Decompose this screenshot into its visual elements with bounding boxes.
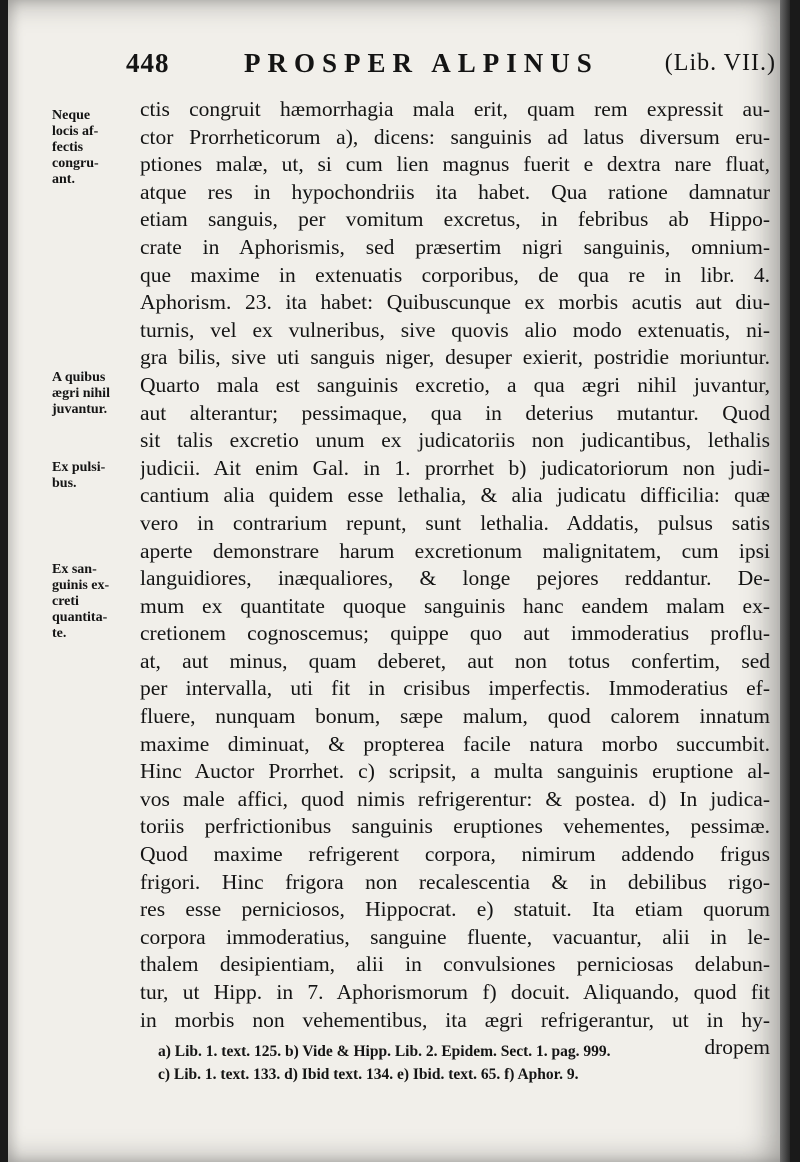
text-line: toriis perfrictionibus sanguinis eruptiones vehementes, pessimæ. — [140, 814, 770, 839]
text-line: Hinc Auctor Prorrhet. c) scripsit, a multa sanguinis eruptione al- — [140, 759, 770, 784]
text-line: aut alterantur; pessimaque, qua in deterius mutantur. Quod — [140, 400, 770, 425]
text-line: que maxime in extenuatis corporibus, de qua re in libr. 4. — [140, 262, 770, 287]
text-line: res esse perniciosos, Hippocrat. e) statuit. Ita etiam quorum — [140, 897, 770, 922]
catchword: dropem — [704, 1035, 770, 1060]
text-line: maxime diminuat, & propterea facile natura morbo succumbit. — [140, 731, 770, 756]
text-line: gra bilis, sive uti sanguis niger, desuper exierit, postridie moriuntur. — [140, 345, 770, 370]
footnote-line: a) Lib. 1. text. 125. b) Vide & Hipp. Lib. 2. Epidem. Sect. 1. pag. 999. — [158, 1043, 611, 1060]
page-number: 448 — [126, 48, 170, 78]
text-line: ctis congruit hæmorrhagia mala erit, quam rem expressit au- — [140, 97, 770, 121]
text-line: thalem desipientiam, alii in convulsiones perniciosas delabun- — [140, 952, 770, 977]
text-line: Quarto mala est sanguinis excretio, a qua ægri nihil juvantur, — [140, 372, 770, 397]
margin-note: Ex pulsi- bus. — [52, 460, 106, 491]
running-title: PROSPER ALPINUS — [244, 48, 599, 78]
text-line: in morbis non vehementibus, ita ægri refrigerantur, ut in hy- — [140, 1007, 770, 1032]
margin-note: Neque locis af- fectis congru- ant. — [52, 108, 99, 187]
text-line: ctor Prorrheticorum a), dicens: sanguinis ad latus diversum eru- — [140, 124, 770, 149]
text-line: fluere, nunquam bonum, sæpe malum, quod calorem innatum — [140, 704, 770, 729]
text-line: per intervalla, uti fit in crisibus imperfectis. Immoderatius ef- — [140, 676, 770, 701]
page-shadow-edge — [780, 0, 790, 1162]
chapter-reference: (Lib. VII.) — [664, 50, 776, 76]
text-line: crate in Aphorismis, sed præsertim nigri sanguinis, omnium- — [140, 234, 770, 259]
text-line: corpora immoderatius, sanguine fluente, vacuantur, alii in le- — [140, 924, 770, 949]
text-line: Quod maxime refrigerent corpora, nimirum addendo frigus — [140, 842, 770, 867]
text-line: etiam sanguis, per vomitum excretus, in febribus ab Hippo- — [140, 207, 770, 232]
text-line: sit talis excretio unum ex judicatoriis non judicantibus, lethalis — [140, 428, 770, 453]
text-line: cretionem cognoscemus; quippe quo aut immoderatius proflu- — [140, 621, 770, 646]
text-line: Aphorism. 23. ita habet: Quibuscunque ex morbis acutis aut diu- — [140, 290, 770, 315]
text-line: judicii. Ait enim Gal. in 1. prorrhet b) judicatoriorum non judi- — [140, 455, 770, 480]
page-header — [126, 48, 776, 88]
text-line: turnis, vel ex vulneribus, sive quovis alio modo extenuatis, ni- — [140, 317, 770, 342]
margin-note: Ex san- guinis ex- creti quantita- te. — [52, 562, 110, 641]
text-line: languidiores, inæqualiores, & longe pejores reddantur. De- — [140, 566, 770, 591]
body-text — [140, 96, 770, 1062]
text-line: frigori. Hinc frigora non recalescentia & in debilibus rigo- — [140, 869, 770, 894]
text-line: aperte demonstrare harum excretionum malignitatem, cum ipsi — [140, 538, 770, 563]
text-line: atque res in hypochondriis ita habet. Qua ratione damnatur — [140, 179, 770, 204]
text-line: vos male affici, quod nimis refrigerentur: & postea. d) In judica- — [140, 786, 770, 811]
footnote-line: c) Lib. 1. text. 133. d) Ibid text. 134. e) Ibid. text. 65. f) Aphor. 9. — [158, 1066, 579, 1083]
book-page — [8, 0, 790, 1162]
text-line: mum ex quantitate quoque sanguinis hanc eandem malam ex- — [140, 593, 770, 618]
text-line: vero in contrarium repunt, sunt lethalia. Addatis, pulsus satis — [140, 510, 770, 535]
text-line: tur, ut Hipp. in 7. Aphorismorum f) docuit. Aliquando, quod fit — [140, 980, 770, 1004]
margin-note: A quibus ægri nihil juvantur. — [52, 370, 110, 417]
footnotes — [158, 1040, 778, 1086]
text-line: ptiones malæ, ut, si cum lien magnus fuerit e dextra nare fluat, — [140, 152, 770, 177]
text-line: cantium alia quidem esse lethalia, & alia judicatu difficilia: quæ — [140, 483, 770, 508]
text-line: at, aut minus, quam deberet, aut non totus confertim, sed — [140, 648, 770, 673]
